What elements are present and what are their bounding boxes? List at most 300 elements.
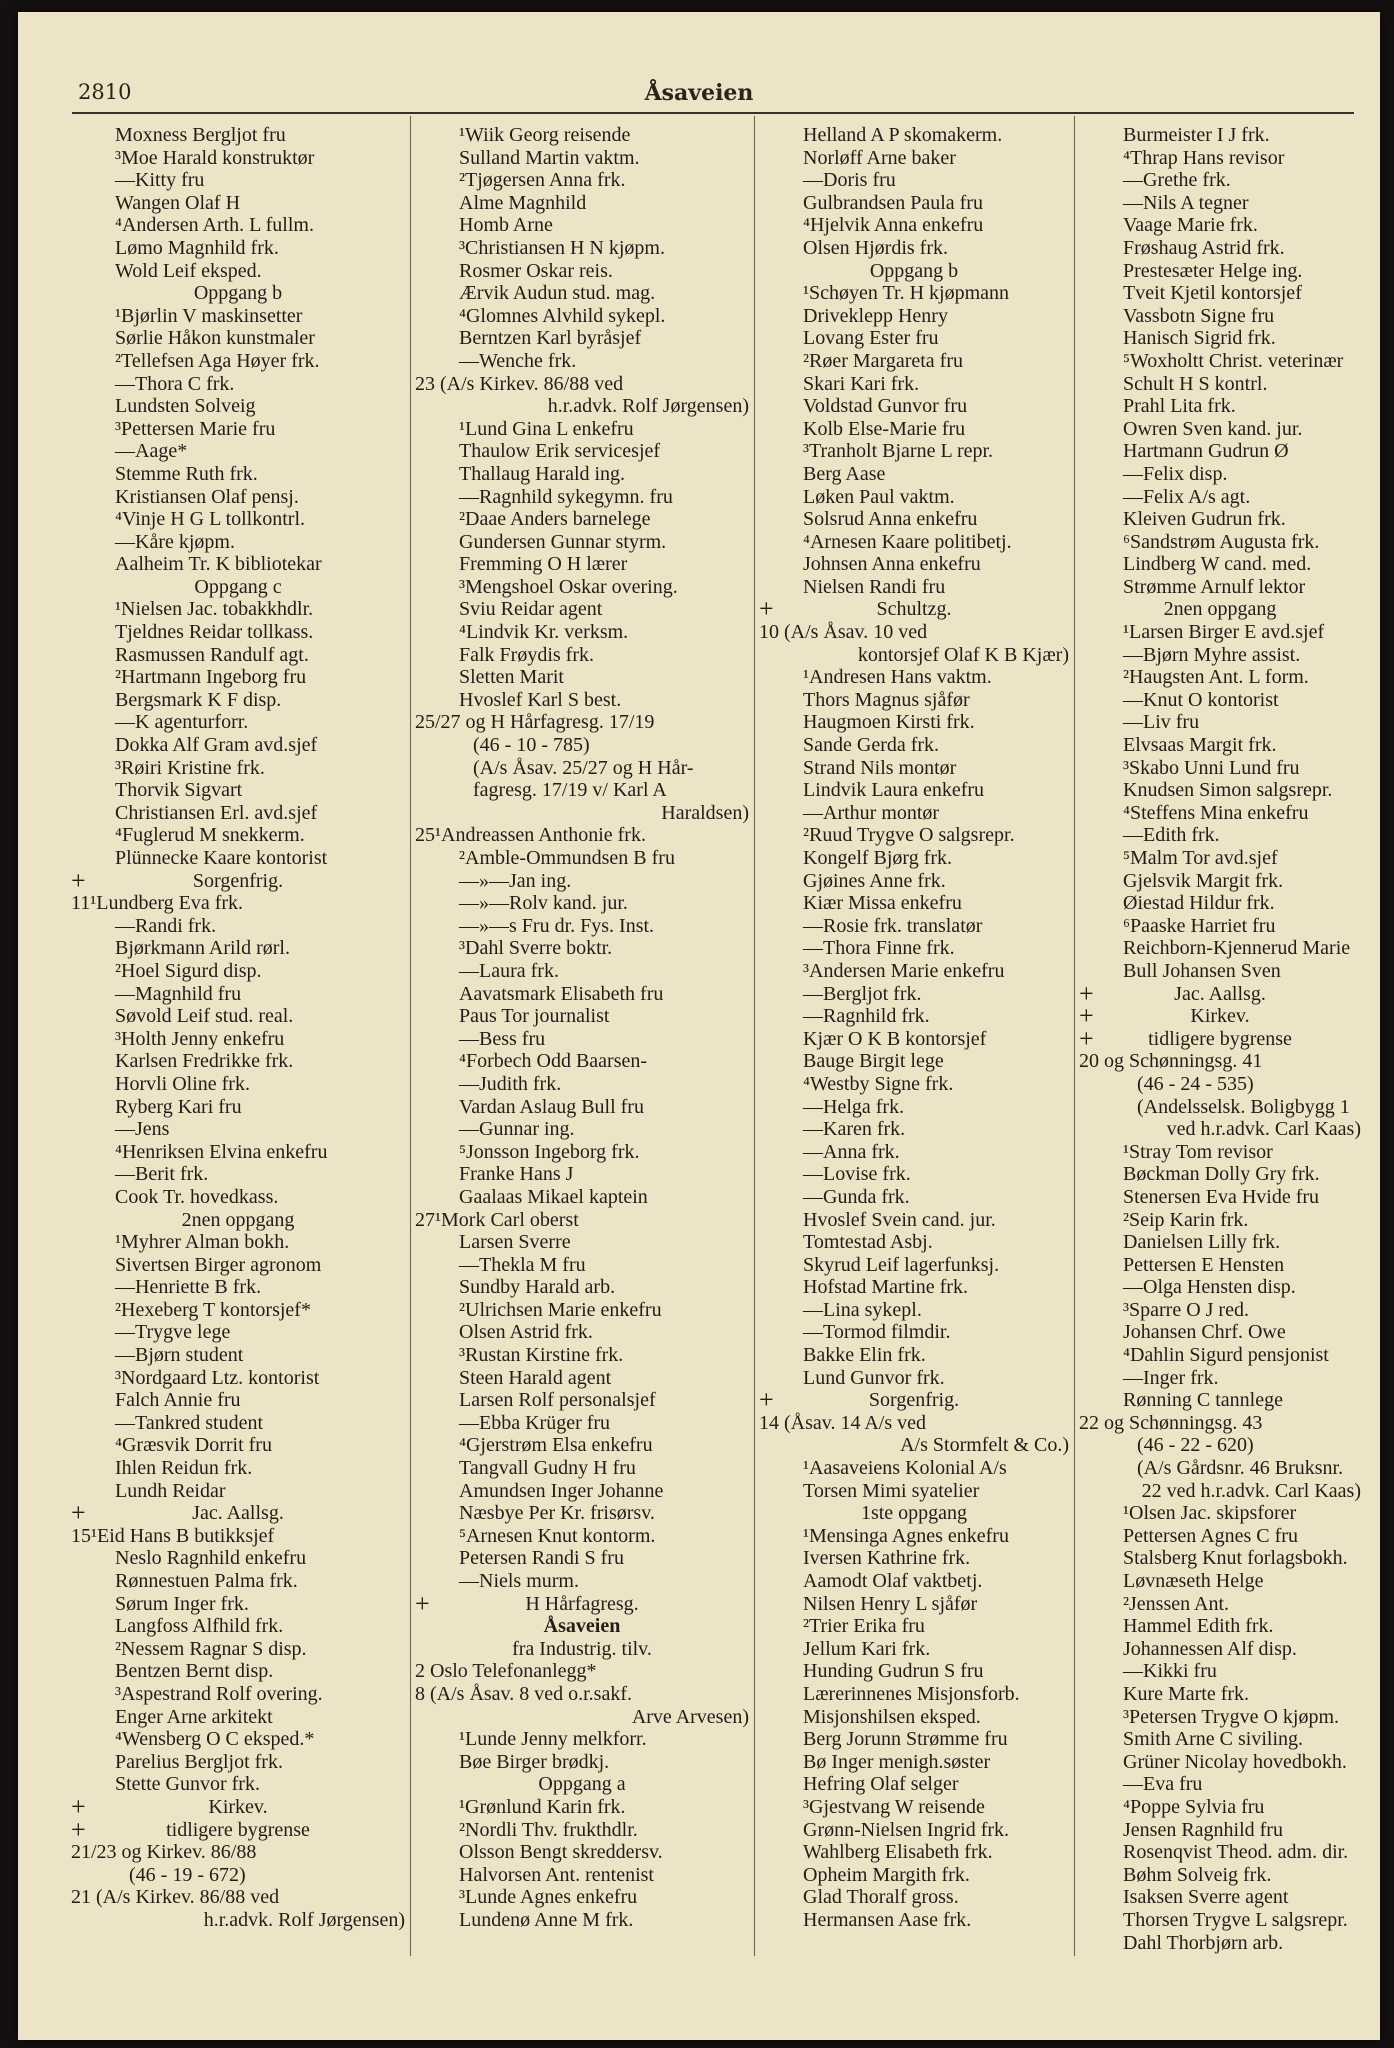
resident-entry: Kiær Missa enkefru xyxy=(803,892,962,915)
resident-entry: Lundsten Solveig xyxy=(115,395,256,418)
resident-entry: —Ragnhild frk. xyxy=(803,1005,930,1028)
cross-street-label: tidligere bygrense xyxy=(1148,1027,1292,1050)
resident-entry: Franke Hans J xyxy=(459,1163,574,1186)
resident-entry: Aamodt Olaf vaktbetj. xyxy=(803,1570,983,1592)
resident-entry: ¹Schøyen Tr. H kjøpmann xyxy=(803,282,1010,305)
resident-entry: —Bergljot frk. xyxy=(803,982,922,1005)
resident-entry: ¹Wiik Georg reisende xyxy=(459,124,631,146)
resident-entry: Dahl Thorbjørn arb. xyxy=(1123,1931,1284,1954)
resident-entry: Bauge Birgit lege xyxy=(803,1050,944,1073)
house-number-entry: 11¹Lundberg Eva frk. xyxy=(71,892,244,915)
resident-entry: ¹Mensinga Agnes enkefru xyxy=(803,1524,1009,1547)
resident-entry: —Aage* xyxy=(115,440,188,463)
resident-entry: —Lina sykepl. xyxy=(803,1298,922,1321)
resident-entry: Iversen Kathrine frk. xyxy=(803,1547,971,1570)
resident-entry: Prestesæter Helge ing. xyxy=(1123,259,1303,282)
resident-entry: Prahl Lita frk. xyxy=(1123,395,1236,418)
resident-entry: Hammel Edith frk. xyxy=(1123,1615,1274,1638)
resident-entry: Johnsen Anna enkefru xyxy=(803,553,981,576)
resident-entry: Johannessen Alf disp. xyxy=(1123,1637,1297,1660)
resident-entry: Gundersen Gunnar styrm. xyxy=(459,530,667,553)
resident-entry: Aavatsmark Elisabeth fru xyxy=(459,982,664,1005)
cross-street-icon: + xyxy=(71,1498,86,1528)
resident-entry: Paus Tor journalist xyxy=(459,1005,610,1028)
property-note: (A/s Gårdsnr. 46 Bruksnr. xyxy=(1137,1457,1344,1480)
resident-entry: Vaage Marie frk. xyxy=(1123,214,1258,237)
house-number-entry: 25/27 og H Hårfagresg. 17/19 xyxy=(415,711,655,734)
resident-entry: Sørum Inger frk. xyxy=(115,1592,249,1615)
resident-entry: ³Christiansen H N kjøpm. xyxy=(459,236,665,259)
property-note: (46 - 10 - 785) xyxy=(473,734,590,757)
resident-entry: Rønning C tannlege xyxy=(1123,1389,1283,1412)
resident-entry: Rønnestuen Palma frk. xyxy=(115,1570,298,1592)
resident-entry: —Trygve lege xyxy=(115,1321,231,1344)
resident-entry: Moxness Bergljot fru xyxy=(115,124,286,146)
cross-street-marker xyxy=(759,1385,1069,1415)
resident-entry: ⁴Forbech Odd Baarsen- xyxy=(459,1050,648,1073)
resident-entry: ⁵Jonsson Ingeborg frk. xyxy=(459,1140,640,1163)
resident-entry: Reichborn-Kjennerud Marie xyxy=(1123,937,1351,960)
resident-entry: Halvorsen Ant. rentenist xyxy=(459,1863,654,1886)
resident-entry: ²Røer Margareta fru xyxy=(803,349,963,372)
resident-entry: Olsen Hjørdis frk. xyxy=(803,236,948,259)
cross-street-icon: + xyxy=(759,1385,774,1415)
section-heading: fra Industrig. tilv. xyxy=(512,1637,652,1660)
resident-entry: Falch Annie fru xyxy=(115,1389,241,1412)
resident-entry: ³Røiri Kristine frk. xyxy=(115,756,265,779)
resident-entry: Nielsen Randi fru xyxy=(803,575,946,598)
resident-entry: Thorvik Sigvart xyxy=(115,779,243,802)
resident-entry: Tjeldnes Reidar tollkass. xyxy=(115,621,314,644)
resident-entry: Frøshaug Astrid frk. xyxy=(1123,236,1285,259)
resident-entry: ²Haugsten Ant. L form. xyxy=(1123,666,1309,689)
property-note: Arve Arvesen) xyxy=(631,1705,749,1728)
resident-entry: Næsbye Per Kr. frisørsv. xyxy=(459,1502,655,1525)
house-number-entry: 20 og Schønningsg. 41 xyxy=(1079,1050,1263,1073)
resident-entry: ²Nordli Thv. frukthdlr. xyxy=(459,1818,638,1841)
resident-entry: Solsrud Anna enkefru xyxy=(803,508,978,531)
resident-entry: ⁴Westby Signe frk. xyxy=(803,1072,954,1095)
cross-street-marker xyxy=(71,1814,405,1844)
resident-entry: ²Ruud Trygve O salgsrepr. xyxy=(803,824,1015,847)
section-heading: 2nen oppgang xyxy=(181,1208,295,1231)
column-divider xyxy=(1074,116,1075,1956)
resident-entry: ⁴Vinje H G L tollkontrl. xyxy=(115,508,306,531)
resident-entry: ³Mengshoel Oskar overing. xyxy=(459,575,678,598)
house-number-entry: 21/23 og Kirkev. 86/88 xyxy=(71,1841,257,1864)
resident-entry: —Knut O kontorist xyxy=(1123,688,1279,711)
cross-street-icon: + xyxy=(71,1791,86,1821)
property-note: Haraldsen) xyxy=(661,801,749,824)
resident-entry: ³Lunde Agnes enkefru xyxy=(459,1886,638,1909)
resident-entry: Torsen Mimi syatelier xyxy=(803,1479,980,1502)
resident-entry: Sletten Marit xyxy=(459,666,564,689)
resident-entry: —Anna frk. xyxy=(803,1140,900,1163)
resident-entry: —Ebba Krüger fru xyxy=(459,1411,611,1434)
resident-entry: Stette Gunvor frk. xyxy=(115,1773,260,1796)
resident-entry: Hartmann Gudrun Ø xyxy=(1123,440,1289,463)
cross-street-icon: + xyxy=(1079,1001,1094,1031)
resident-entry: Wold Leif eksped. xyxy=(115,259,262,282)
resident-entry: Stalsberg Knut forlagsbokh. xyxy=(1123,1547,1348,1570)
property-note: (A/s Åsav. 25/27 og H Hår- xyxy=(473,756,694,779)
resident-entry: —Liv fru xyxy=(1123,711,1200,734)
cross-street-marker xyxy=(71,1498,405,1528)
resident-entry: Ryberg Kari fru xyxy=(115,1095,242,1118)
resident-entry: Alme Magnhild xyxy=(459,191,587,214)
resident-entry: Sviu Reidar agent xyxy=(459,598,603,621)
resident-entry: Bøe Birger brødkj. xyxy=(459,1750,610,1773)
resident-entry: Dokka Alf Gram avd.sjef xyxy=(115,734,318,757)
resident-entry: Bakke Elin frk. xyxy=(803,1344,926,1367)
resident-entry: ³Holth Jenny enkefru xyxy=(115,1027,285,1050)
resident-entry: —Inger frk. xyxy=(1123,1366,1219,1389)
resident-entry: ⁴Hjelvik Anna enkefru xyxy=(803,214,984,237)
resident-entry: Løken Paul vaktm. xyxy=(803,485,955,508)
resident-entry: ⁴Arnesen Kaare politibetj. xyxy=(803,530,1012,553)
resident-entry: ¹Lunde Jenny melkforr. xyxy=(459,1728,647,1751)
resident-entry: —Arthur montør xyxy=(803,801,940,824)
cross-street-label: tidligere bygrense xyxy=(166,1818,310,1841)
property-note: kontorsjef Olaf K B Kjær) xyxy=(857,643,1069,666)
column-2 xyxy=(415,124,749,1954)
resident-entry: Rosenqvist Theod. adm. dir. xyxy=(1123,1841,1349,1864)
resident-entry: —Judith frk. xyxy=(459,1072,562,1095)
resident-entry: Karlsen Fredrikke frk. xyxy=(115,1050,294,1073)
resident-entry: ¹Larsen Birger E avd.sjef xyxy=(1123,621,1325,644)
cross-street-label: H Hårfagresg. xyxy=(525,1592,639,1615)
resident-entry: Øiestad Hildur frk. xyxy=(1123,892,1275,915)
resident-entry: ⁴Poppe Sylvia fru xyxy=(1123,1795,1265,1818)
cross-street-icon: + xyxy=(1079,1023,1094,1053)
resident-entry: —»—Rolv kand. jur. xyxy=(459,892,628,915)
section-heading: 2nen oppgang xyxy=(1163,598,1277,621)
resident-entry: Hofstad Martine frk. xyxy=(803,1276,968,1299)
directory-page xyxy=(18,12,1380,2040)
resident-entry: ²Ulrichsen Marie enkefru xyxy=(459,1298,662,1321)
resident-entry: Olsson Bengt skreddersv. xyxy=(459,1841,663,1864)
resident-entry: Glad Thoralf gross. xyxy=(803,1886,959,1909)
resident-entry: Hermansen Aase frk. xyxy=(803,1908,972,1931)
resident-entry: ³Pettersen Marie fru xyxy=(115,417,276,440)
resident-entry: Steen Harald agent xyxy=(459,1366,612,1389)
resident-entry: —Felix A/s agt. xyxy=(1123,485,1251,508)
resident-entry: —Kåre kjøpm. xyxy=(115,530,235,553)
resident-entry: ⁶Paaske Harriet fru xyxy=(1123,914,1276,937)
house-number-entry: 25¹Andreassen Anthonie frk. xyxy=(415,824,646,847)
cross-street-label: Sorgenfrig. xyxy=(868,1389,960,1412)
resident-entry: ⁶Sandstrøm Augusta frk. xyxy=(1123,530,1320,553)
resident-entry: —Olga Hensten disp. xyxy=(1123,1276,1296,1299)
resident-entry: Lundenø Anne M frk. xyxy=(459,1908,634,1931)
resident-entry: —Tormod filmdir. xyxy=(803,1321,951,1344)
cross-street-icon: + xyxy=(759,594,774,624)
house-number-entry: 14 (Åsav. 14 A/s ved xyxy=(759,1411,927,1434)
resident-entry: Stenersen Eva Hvide fru xyxy=(1123,1185,1320,1208)
header-rule xyxy=(72,112,1354,114)
property-note: (Andelsselsk. Boligbygg 1 xyxy=(1137,1095,1350,1118)
property-note: (46 - 24 - 535) xyxy=(1137,1072,1254,1095)
resident-entry: Ærvik Audun stud. mag. xyxy=(459,282,656,305)
cross-street-label: Sorgenfrig. xyxy=(192,869,284,892)
section-heading: Åsaveien xyxy=(543,1615,621,1638)
resident-entry: Bjørkmann Arild rørl. xyxy=(115,937,290,960)
cross-street-icon: + xyxy=(71,865,86,895)
column-divider xyxy=(410,116,411,1956)
resident-entry: —Helga frk. xyxy=(803,1095,905,1118)
property-note: fagresg. 17/19 v/ Karl A xyxy=(473,779,667,802)
resident-entry: —Tankred student xyxy=(115,1411,264,1434)
resident-entry: ¹Aasaveiens Kolonial A/s xyxy=(803,1457,1007,1480)
house-number-entry: 2 Oslo Telefonanlegg* xyxy=(415,1660,597,1683)
resident-entry: ⁵Arnesen Knut kontorm. xyxy=(459,1524,656,1547)
resident-entry: Isaksen Sverre agent xyxy=(1123,1886,1289,1909)
resident-entry: Wangen Olaf H xyxy=(115,191,241,214)
resident-entry: ²Hoel Sigurd disp. xyxy=(115,959,262,982)
resident-entry: Hanisch Sigrid frk. xyxy=(1123,327,1276,350)
cross-street-icon: + xyxy=(415,1588,430,1618)
section-heading: 1ste oppgang xyxy=(860,1502,968,1525)
resident-entry: Petersen Randi S fru xyxy=(459,1547,624,1570)
resident-entry: Falk Frøydis frk. xyxy=(459,643,594,666)
resident-entry: ²Tellefsen Aga Høyer frk. xyxy=(115,349,320,372)
resident-entry: —Bjørn Myhre assist. xyxy=(1123,643,1301,666)
resident-entry: Lundh Reidar xyxy=(115,1479,226,1502)
resident-entry: Lindberg W cand. med. xyxy=(1123,553,1312,576)
cross-street-marker xyxy=(71,1791,405,1821)
resident-entry: Rasmussen Randulf agt. xyxy=(115,643,309,666)
resident-entry: Bø Inger menigh.søster xyxy=(803,1750,991,1773)
resident-entry: ⁴Wensberg O C eksped.* xyxy=(115,1728,315,1751)
cross-street-marker xyxy=(1079,1001,1361,1031)
resident-entry: Tangvall Gudny H fru xyxy=(459,1457,636,1480)
resident-entry: Rosmer Oskar reis. xyxy=(459,259,613,282)
resident-entry: Olsen Astrid frk. xyxy=(459,1321,593,1344)
resident-entry: Gaalaas Mikael kaptein xyxy=(459,1185,648,1208)
resident-entry: Johansen Chrf. Owe xyxy=(1123,1321,1286,1344)
resident-entry: Løvnæseth Helge xyxy=(1123,1570,1264,1592)
resident-entry: Sivertsen Birger agronom xyxy=(115,1253,322,1276)
resident-entry: Danielsen Lilly frk. xyxy=(1123,1231,1281,1254)
section-heading: Oppgang c xyxy=(194,575,282,598)
resident-entry: —Thora Finne frk. xyxy=(803,937,955,960)
resident-entry: —Doris fru xyxy=(803,169,896,192)
resident-entry: —Grethe frk. xyxy=(1123,169,1231,192)
property-note: (46 - 22 - 620) xyxy=(1137,1434,1254,1457)
running-header: Åsaveien xyxy=(644,80,754,106)
house-number-entry: 10 (A/s Åsav. 10 ved xyxy=(759,621,928,644)
resident-entry: Parelius Bergljot frk. xyxy=(115,1750,283,1773)
resident-entry: ²Trier Erika fru xyxy=(803,1615,925,1638)
resident-entry: Grønn-Nielsen Ingrid frk. xyxy=(803,1818,1010,1841)
resident-entry: ³Dahl Sverre boktr. xyxy=(459,937,613,960)
resident-entry: ³Skabo Unni Lund fru xyxy=(1123,756,1300,779)
resident-entry: —Lovise frk. xyxy=(803,1163,911,1186)
resident-entry: Thors Magnus sjåfør xyxy=(803,688,970,711)
resident-entry: ⁴Steffens Mina enkefru xyxy=(1123,801,1309,824)
resident-entry: Kolb Else-Marie fru xyxy=(803,417,966,440)
resident-entry: Helland A P skomakerm. xyxy=(803,124,1003,146)
resident-entry: Pettersen E Hensten xyxy=(1123,1253,1285,1276)
resident-entry: ³Aspestrand Rolf overing. xyxy=(115,1682,323,1705)
resident-entry: —Karen frk. xyxy=(803,1118,906,1141)
resident-entry: ³Andersen Marie enkefru xyxy=(803,959,1005,982)
resident-entry: Burmeister I J frk. xyxy=(1123,124,1270,146)
resident-entry: Plünnecke Kaare kontorist xyxy=(115,847,328,869)
column-4 xyxy=(1079,124,1361,1954)
resident-entry: —Nils A tegner xyxy=(1123,191,1249,214)
resident-entry: Langfoss Alfhild frk. xyxy=(115,1615,284,1638)
resident-entry: Thallaug Harald ing. xyxy=(459,462,626,485)
resident-entry: —Kikki fru xyxy=(1123,1660,1217,1683)
resident-entry: Skyrud Leif lagerfunksj. xyxy=(803,1253,1000,1276)
resident-entry: Enger Arne arkitekt xyxy=(115,1705,273,1728)
section-heading: Oppgang b xyxy=(193,282,283,305)
resident-entry: Tomtestad Asbj. xyxy=(803,1231,933,1254)
resident-entry: Amundsen Inger Johanne xyxy=(459,1479,664,1502)
resident-entry: Hunding Gudrun S fru xyxy=(803,1660,984,1683)
resident-entry: ³Nordgaard Ltz. kontorist xyxy=(115,1366,320,1389)
resident-entry: ¹Olsen Jac. skipsforer xyxy=(1123,1502,1297,1525)
resident-entry: ⁴Dahlin Sigurd pensjonist xyxy=(1123,1344,1329,1367)
resident-entry: Kleiven Gudrun frk. xyxy=(1123,508,1286,531)
resident-entry: —Henriette B frk. xyxy=(115,1276,262,1299)
resident-entry: ⁴Fuglerud M snekkerm. xyxy=(115,824,305,847)
resident-entry: Cook Tr. hovedkass. xyxy=(115,1185,279,1208)
resident-entry: Haugmoen Kirsti frk. xyxy=(803,711,975,734)
resident-entry: —Wenche frk. xyxy=(459,349,577,372)
resident-entry: Opheim Margith frk. xyxy=(803,1863,970,1886)
resident-entry: —Bess fru xyxy=(459,1027,546,1050)
cross-street-icon: + xyxy=(71,1814,86,1844)
resident-entry: ⁴Henriksen Elvina enkefru xyxy=(115,1140,328,1163)
resident-entry: ²Seip Karin frk. xyxy=(1123,1208,1249,1231)
resident-entry: ²Tjøgersen Anna frk. xyxy=(459,169,626,192)
cross-street-label: Kirkev. xyxy=(1190,1005,1250,1028)
resident-entry: Sulland Martin vaktm. xyxy=(459,146,640,169)
resident-entry: Homb Arne xyxy=(459,214,553,237)
resident-entry: Nilsen Henry L sjåfør xyxy=(803,1592,978,1615)
resident-entry: Strand Nils montør xyxy=(803,756,957,779)
resident-entry: —Thora C frk. xyxy=(115,372,235,395)
house-number-entry: 21 (A/s Kirkev. 86/88 ved xyxy=(71,1886,280,1909)
resident-entry: ¹Lund Gina L enkefru xyxy=(459,417,634,440)
house-number-entry: 8 (A/s Åsav. 8 ved o.r.sakf. xyxy=(415,1682,633,1705)
resident-entry: —Randi frk. xyxy=(115,914,217,937)
resident-entry: ²Daae Anders barnelege xyxy=(459,508,651,531)
resident-entry: Vardan Aslaug Bull fru xyxy=(459,1095,644,1118)
resident-entry: ⁵Malm Tor avd.sjef xyxy=(1123,847,1278,869)
resident-entry: Norløff Arne baker xyxy=(803,146,956,169)
resident-entry: Wahlberg Elisabeth frk. xyxy=(803,1841,993,1864)
property-note: h.r.advk. Rolf Jørgensen) xyxy=(203,1908,405,1931)
resident-entry: Aalheim Tr. K bibliotekar xyxy=(115,553,322,576)
resident-entry: Fremming O H lærer xyxy=(459,553,628,576)
resident-entry: Kristiansen Olaf pensj. xyxy=(115,485,299,508)
cross-street-icon: + xyxy=(1079,978,1094,1008)
resident-entry: Jensen Ragnhild fru xyxy=(1123,1818,1283,1841)
resident-entry: ²Hartmann Ingeborg fru xyxy=(115,666,307,689)
resident-entry: —K agenturforr. xyxy=(115,711,249,734)
resident-entry: —Magnhild fru xyxy=(115,982,242,1005)
page-number: 2810 xyxy=(78,80,132,104)
house-number-entry: 23 (A/s Kirkev. 86/88 ved xyxy=(415,372,624,395)
house-number-entry: 15¹Eid Hans B butikksjef xyxy=(71,1524,275,1547)
resident-entry: —Niels murm. xyxy=(459,1570,579,1592)
resident-entry: Bentzen Bernt disp. xyxy=(115,1660,274,1683)
resident-entry: —Edith frk. xyxy=(1123,824,1220,847)
resident-entry: Voldstad Gunvor fru xyxy=(803,395,968,418)
resident-entry: ³Petersen Trygve O kjøpm. xyxy=(1123,1705,1339,1728)
resident-entry: Hefring Olaf selger xyxy=(803,1773,959,1796)
resident-entry: Sande Gerda frk. xyxy=(803,734,940,757)
resident-entry: Christiansen Erl. avd.sjef xyxy=(115,801,318,824)
resident-entry: ³Moe Harald konstruktør xyxy=(115,146,315,169)
resident-entry: Misjonshilsen eksped. xyxy=(803,1705,981,1728)
cross-street-marker xyxy=(1079,1023,1361,1053)
resident-entry: ³Tranholt Bjarne L repr. xyxy=(803,440,994,463)
resident-entry: ³Sparre O J red. xyxy=(1123,1298,1249,1321)
resident-entry: Larsen Rolf personalsjef xyxy=(459,1389,656,1412)
resident-entry: —Eva fru xyxy=(1123,1773,1203,1796)
resident-entry: Lund Gunvor frk. xyxy=(803,1366,945,1389)
resident-entry: ²Hexeberg T kontorsjef* xyxy=(115,1298,311,1321)
resident-entry: Berg Aase xyxy=(803,462,886,485)
resident-entry: ¹Andresen Hans vaktm. xyxy=(803,666,992,689)
resident-entry: ¹Myhrer Alman bokh. xyxy=(115,1231,290,1254)
resident-entry: Hvoslef Karl S best. xyxy=(459,688,622,711)
property-note: h.r.advk. Rolf Jørgensen) xyxy=(547,395,749,418)
resident-entry: Bull Johansen Sven xyxy=(1123,959,1281,982)
cross-street-marker xyxy=(71,865,405,895)
resident-entry: Kjær O K B kontorsjef xyxy=(803,1027,987,1050)
property-note: (46 - 19 - 672) xyxy=(129,1863,246,1886)
resident-entry: Sundby Harald arb. xyxy=(459,1276,616,1299)
property-note: ved h.r.advk. Carl Kaas) xyxy=(1166,1118,1361,1141)
column-divider xyxy=(754,116,755,1956)
resident-entry: —»—Jan ing. xyxy=(459,869,572,892)
resident-entry: Horvli Oline frk. xyxy=(115,1072,250,1095)
resident-entry: Lindvik Laura enkefru xyxy=(803,779,985,802)
resident-entry: Bøckman Dolly Gry frk. xyxy=(1123,1163,1320,1186)
resident-entry: Tveit Kjetil kontorsjef xyxy=(1123,282,1302,305)
resident-entry: Smith Arne C siviling. xyxy=(1123,1728,1304,1751)
resident-entry: Bøhm Solveig frk. xyxy=(1123,1863,1272,1886)
resident-entry: ⁴Glomnes Alvhild sykepl. xyxy=(459,304,666,327)
resident-entry: —Ragnhild sykegymn. fru xyxy=(459,485,673,508)
resident-entry: Bergsmark K F disp. xyxy=(115,688,282,711)
resident-entry: Hvoslef Svein cand. jur. xyxy=(803,1208,996,1231)
resident-entry: Larsen Sverre xyxy=(459,1231,571,1254)
resident-entry: ²Amble-Ommundsen B fru xyxy=(459,847,675,869)
resident-entry: Kongelf Bjørg frk. xyxy=(803,847,953,869)
resident-entry: Stemme Ruth frk. xyxy=(115,462,258,485)
resident-entry: ³Rustan Kirstine frk. xyxy=(459,1344,624,1367)
resident-entry: Elvsaas Margit frk. xyxy=(1123,734,1277,757)
resident-entry: Gulbrandsen Paula fru xyxy=(803,191,983,214)
resident-entry: ¹Grønlund Karin frk. xyxy=(459,1795,626,1818)
resident-entry: Berg Jorunn Strømme fru xyxy=(803,1728,1008,1751)
resident-entry: Neslo Ragnhild enkefru xyxy=(115,1547,307,1570)
cross-street-label: Jac. Aallsg. xyxy=(192,1502,284,1525)
resident-entry: —Gunnar ing. xyxy=(459,1118,575,1141)
house-number-entry: 27¹Mork Carl oberst xyxy=(415,1208,579,1231)
cross-street-marker xyxy=(759,594,1069,624)
cross-street-label: Kirkev. xyxy=(208,1795,268,1818)
resident-entry: Søvold Leif stud. real. xyxy=(115,1005,294,1028)
resident-entry: Lømo Magnhild frk. xyxy=(115,236,279,259)
resident-entry: Berntzen Karl byråsjef xyxy=(459,327,642,350)
